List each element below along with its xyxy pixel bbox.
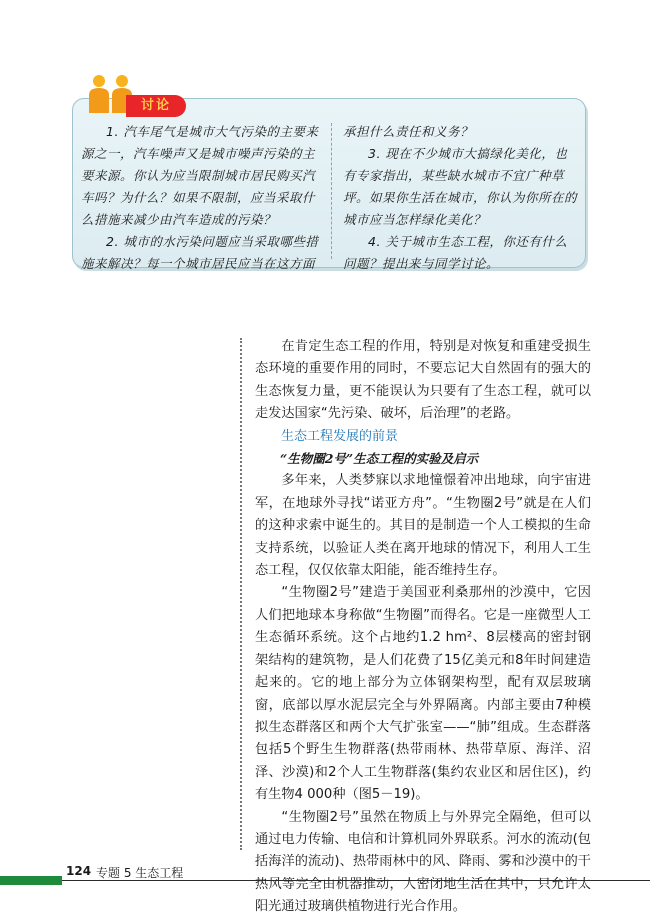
discussion-divider: [331, 123, 332, 259]
section-title: 生态工程发展的前景: [281, 428, 399, 444]
discussion-box: [72, 98, 586, 271]
body-paragraph-2: “生物圈2号”建造于美国亚利桑那州的沙漠中，它因人们把地球本身称做“生物圈”而得名。它是一座微型人工生态循环系统。这个占地约1.2 hm²、8层楼高的密封钢架结构的建筑物，是人们花费了15亿美元和8年时间建造起来的。它的地上部分为立体钢架构型，配有双层玻璃窗，底部以厚水泥层完全与外界隔离。内部主要由7种模拟生态群落区和两个大气扩张室——“肺”组成。生态群落包括5个野生生物群落(热带雨林、热带草原、海洋、沼泽、沙漠)和2个人工生物群落(集约农业区和居住区)，约有生物4 000种（图5－19)。: [255, 585, 591, 803]
footer-green-bar: [0, 876, 62, 885]
discussion-question-4: 4. 关于城市生态工程，你还有什么问题？提出来与同学讨论。: [343, 234, 568, 271]
main-text-column: [255, 336, 591, 919]
margin-dotted-line: [240, 338, 242, 850]
discussion-right-column: [343, 121, 579, 275]
discussion-tag: 讨论: [126, 95, 186, 117]
discussion-question-3: 3. 现在不少城市大搞绿化美化，也有专家指出，某些缺水城市不宜广种草坪。如果你生活在城市，你认为你所在的城市应当怎样绿化美化？: [343, 146, 578, 227]
body-paragraph-3: “生物圈2号”虽然在物质上与外界完全隔绝，但可以通过电力传输、电信和计算机同外界联系。河水的流动(包括海洋的流动)、热带雨林中的风、降雨、雾和沙漠中的干热风等完全由机器推动，人密闭地生活在其中，只允许太阳光通过玻璃供植物进行光合作用。: [255, 809, 591, 915]
intro-paragraph: 在肯定生态工程的作用，特别是对恢复和重建受损生态环境的重要作用的同时，不要忘记大自然固有的强大的生态恢复力量，更不能误认为只要有了生态工程，就可以走发达国家“先污染、破坏，后治理”的老路。: [255, 339, 591, 422]
page-number: 124: [66, 864, 92, 878]
discussion-question-2-part2: 承担什么责任和义务？: [343, 124, 474, 139]
body-paragraph-1: 多年来，人类梦寐以求地憧憬着冲出地球，向宇宙进军，在地球外寻找“诺亚方舟”。“生物圈2号”就是在人们的这种求索中诞生的。其目的是制造一个人工模拟的生命支持系统，以验证人类在离开地球的情况下，利用人工生态工程，仅仅依靠太阳能，能否维持生存。: [255, 473, 591, 579]
subsection-title: “生物圈2号”生态工程的实验及启示: [280, 451, 479, 467]
chapter-label: 专题 5 生态工程: [96, 866, 184, 880]
discussion-question-1: 1. 汽车尾气是城市大气污染的主要来源之一，汽车噪声又是城市噪声污染的主要来源。你认为应当限制城市居民购买汽车吗？为什么？如果不限制，应当采取什么措施来减少由汽车造成的污染？: [81, 124, 319, 227]
discussion-left-column: [81, 121, 325, 275]
discussion-question-2-part1: 2. 城市的水污染问题应当采取哪些措施来解决？每一个城市居民应当在这方面: [81, 234, 319, 271]
